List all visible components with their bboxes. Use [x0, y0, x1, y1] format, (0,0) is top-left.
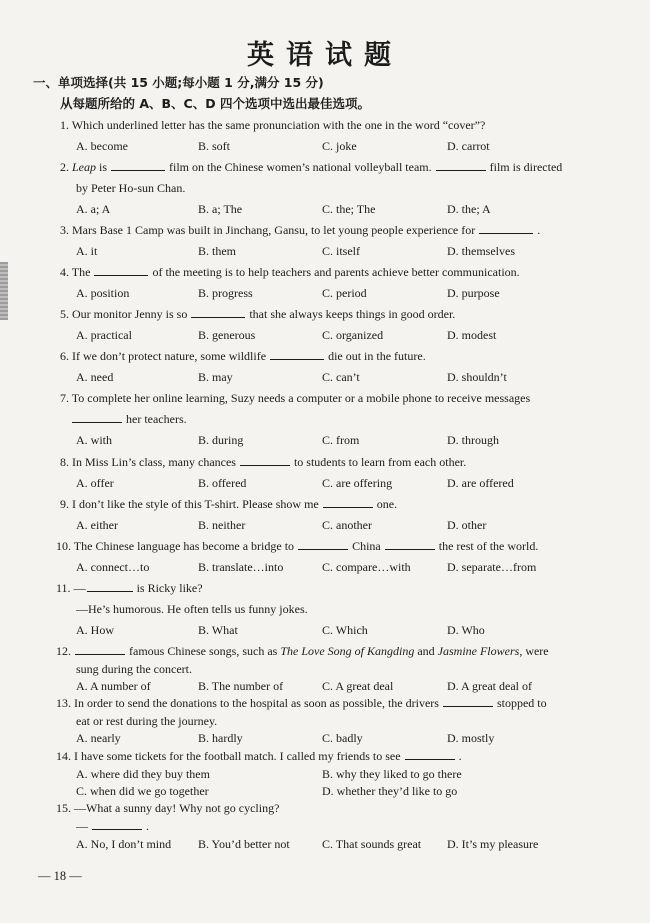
q7-option-c[interactable]: C. from	[322, 433, 360, 447]
q8-option-c[interactable]: C. are offering	[322, 476, 393, 490]
answer-blank[interactable]	[72, 411, 122, 423]
q5-option-d[interactable]: D. modest	[447, 328, 497, 342]
q5-option-c[interactable]: C. organized	[322, 328, 384, 342]
answer-blank[interactable]	[436, 159, 486, 171]
q10-option-c[interactable]: C. compare…with	[322, 560, 411, 574]
q13-option-c[interactable]: C. badly	[322, 731, 363, 745]
q1-option-c[interactable]: C. joke	[322, 139, 357, 153]
q3-option-a[interactable]: A. it	[76, 244, 98, 258]
q5-option-a[interactable]: A. practical	[76, 328, 132, 342]
answer-blank[interactable]	[111, 159, 165, 171]
q3-option-d[interactable]: D. themselves	[447, 244, 515, 258]
q12-option-b[interactable]: B. The number of	[198, 679, 284, 693]
q2-option-d[interactable]: D. the; A	[447, 202, 491, 216]
q2-option-a[interactable]: A. a; A	[76, 202, 111, 216]
answer-blank[interactable]	[298, 538, 348, 550]
answer-blank[interactable]	[87, 580, 133, 592]
q3-option-b[interactable]: B. them	[198, 244, 236, 258]
answer-blank[interactable]	[92, 818, 142, 830]
q12-option-c[interactable]: C. A great deal	[322, 679, 394, 693]
question-7-cont: her teachers.	[72, 411, 187, 427]
section-instruction: 从每题所给的 A、B、C、D 四个选项中选出最佳选项。	[60, 96, 370, 111]
q4-option-a[interactable]: A. position	[76, 286, 130, 300]
q7-option-b[interactable]: B. during	[198, 433, 244, 447]
q1-option-d[interactable]: D. carrot	[447, 139, 490, 153]
q14-option-c[interactable]: C. when did we go together	[76, 784, 209, 798]
answer-blank[interactable]	[443, 695, 493, 707]
q2-option-b[interactable]: B. a; The	[198, 202, 243, 216]
binding-edge-mark	[0, 262, 8, 320]
q9-option-d[interactable]: D. other	[447, 518, 487, 532]
q6-option-d[interactable]: D. shouldn’t	[447, 370, 507, 384]
q1-option-b[interactable]: B. soft	[198, 139, 231, 153]
question-3: 3. Mars Base 1 Camp was built in Jinchang, Gansu, to let young people experience for .	[60, 223, 541, 237]
page-title: 英语试题	[247, 40, 403, 71]
question-15: 15. —What a sunny day! Why not go cycling?	[56, 801, 280, 815]
question-6: 6. If we don’t protect nature, some wildlife die out in the future.	[60, 349, 426, 363]
question-2-cont: by Peter Ho-sun Chan.	[76, 181, 186, 195]
question-5: 5. Our monitor Jenny is so that she always keeps things in good order.	[60, 307, 456, 321]
q10-option-b[interactable]: B. translate…into	[198, 560, 284, 574]
question-12-cont: sung during the concert.	[76, 662, 192, 676]
q4-option-b[interactable]: B. progress	[198, 286, 253, 300]
q5-option-b[interactable]: B. generous	[198, 328, 256, 342]
answer-blank[interactable]	[405, 748, 455, 760]
q6-option-a[interactable]: A. need	[76, 370, 114, 384]
q6-option-b[interactable]: B. may	[198, 370, 233, 384]
answer-blank[interactable]	[191, 306, 245, 318]
q8-option-d[interactable]: D. are offered	[447, 476, 514, 490]
q15-option-b[interactable]: B. You’d better not	[198, 837, 290, 851]
q14-option-a[interactable]: A. where did they buy them	[76, 767, 210, 781]
question-10: 10. The Chinese language has become a bridge to China the rest of the world.	[56, 539, 539, 553]
answer-blank[interactable]	[479, 222, 533, 234]
question-15-cont: — .	[76, 819, 149, 833]
q11-option-c[interactable]: C. Which	[322, 623, 368, 637]
q15-option-c[interactable]: C. That sounds great	[322, 837, 422, 851]
question-11-cont: —He’s humorous. He often tells us funny jokes.	[76, 602, 308, 616]
answer-blank[interactable]	[385, 538, 435, 550]
q10-option-d[interactable]: D. separate…from	[447, 560, 537, 574]
q4-option-c[interactable]: C. period	[322, 286, 367, 300]
q4-option-d[interactable]: D. purpose	[447, 286, 500, 300]
q3-option-c[interactable]: C. itself	[322, 244, 360, 258]
q13-option-a[interactable]: A. nearly	[76, 731, 121, 745]
question-2: 2. Leap is film on the Chinese women’s national volleyball team. film is directed	[60, 160, 563, 174]
section-heading: 一、单项选择(共 15 小题;每小题 1 分,满分 15 分)	[33, 75, 324, 90]
answer-blank[interactable]	[94, 264, 148, 276]
q12-option-d[interactable]: D. A great deal of	[447, 679, 532, 693]
q11-option-a[interactable]: A. How	[76, 623, 114, 637]
q14-option-d[interactable]: D. whether they’d like to go	[322, 784, 458, 798]
answer-blank[interactable]	[240, 454, 290, 466]
q6-option-c[interactable]: C. can’t	[322, 370, 360, 384]
q9-option-b[interactable]: B. neither	[198, 518, 246, 532]
question-4: 4. The of the meeting is to help teachers and parents achieve better communication.	[60, 265, 520, 279]
question-13: 13. In order to send the donations to the hospital as soon as possible, the drivers stopped to	[56, 696, 547, 710]
q10-option-a[interactable]: A. connect…to	[76, 560, 150, 574]
question-12: 12. famous Chinese songs, such as The Love Song of Kangding and Jasmine Flowers, were	[56, 644, 549, 658]
q14-option-b[interactable]: B. why they liked to go there	[322, 767, 462, 781]
q12-option-a[interactable]: A. A number of	[76, 679, 151, 693]
q13-option-b[interactable]: B. hardly	[198, 731, 243, 745]
question-11: 11. — is Ricky like?	[56, 581, 203, 595]
q2-option-c[interactable]: C. the; The	[322, 202, 376, 216]
q15-option-a[interactable]: A. No, I don’t mind	[76, 837, 172, 851]
question-8: 8. In Miss Lin’s class, many chances to students to learn from each other.	[60, 455, 467, 469]
q15-option-d[interactable]: D. It’s my pleasure	[447, 837, 539, 851]
question-14: 14. I have some tickets for the football match. I called my friends to see .	[56, 749, 462, 763]
q13-option-d[interactable]: D. mostly	[447, 731, 495, 745]
answer-blank[interactable]	[323, 496, 373, 508]
q11-option-b[interactable]: B. What	[198, 623, 238, 637]
q1-option-a[interactable]: A. become	[76, 139, 128, 153]
q7-option-d[interactable]: D. through	[447, 433, 499, 447]
q8-option-a[interactable]: A. offer	[76, 476, 114, 490]
q8-option-b[interactable]: B. offered	[198, 476, 247, 490]
q9-option-a[interactable]: A. either	[76, 518, 118, 532]
q9-option-c[interactable]: C. another	[322, 518, 372, 532]
question-7: 7. To complete her online learning, Suzy needs a computer or a mobile phone to receive messages	[60, 391, 531, 405]
answer-blank[interactable]	[270, 348, 324, 360]
q11-option-d[interactable]: D. Who	[447, 623, 485, 637]
question-13-cont: eat or rest during the journey.	[76, 714, 218, 728]
answer-blank[interactable]	[75, 643, 125, 655]
question-1: 1. Which underlined letter has the same pronunciation with the one in the word “cover”?	[60, 118, 486, 132]
page-number: — 18 —	[38, 869, 82, 883]
q7-option-a[interactable]: A. with	[76, 433, 112, 447]
question-9: 9. I don’t like the style of this T-shirt. Please show me one.	[60, 497, 398, 511]
